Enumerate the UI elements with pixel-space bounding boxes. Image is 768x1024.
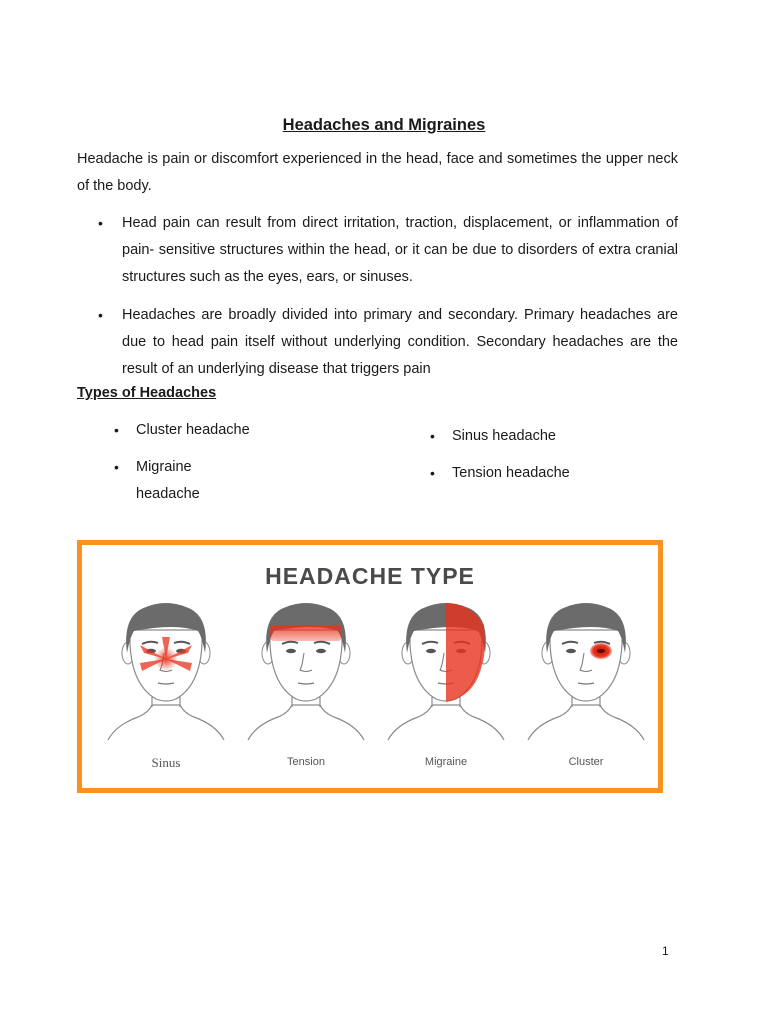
figure-title: HEADACHE TYPE (265, 563, 475, 589)
type-item-tension: • Tension headache (452, 460, 652, 487)
caption-cluster: Cluster (568, 756, 604, 768)
caption-tension: Tension (287, 756, 325, 768)
bullet-item: • Head pain can result from direct irritation, traction, displacement, or inflammation of pain- sensitive structures within the head, or it can be due to disorders of extra cranial structures such as the eyes, ears, or sinuses. (122, 210, 678, 291)
caption-sinus: Sinus (151, 755, 181, 770)
page-number: 1 (662, 944, 669, 958)
migraine-face-icon (388, 603, 504, 740)
intro-paragraph: Headache is pain or discomfort experienced in the head, face and sometimes the upper neck of the body. (77, 151, 678, 194)
type-item-migraine: • Migraine headache (136, 454, 216, 508)
type-item-sinus: • Sinus headache (452, 423, 652, 450)
caption-migraine: Migraine (424, 756, 468, 768)
type-item-cluster: • Cluster headache (136, 417, 286, 444)
tension-face-icon (248, 603, 364, 740)
headache-type-figure (77, 540, 663, 793)
cluster-face-icon (528, 603, 644, 740)
faces-illustration (82, 545, 658, 788)
sinus-face-icon (108, 603, 224, 740)
document-title: Headaches and Migraines (282, 116, 486, 134)
types-heading: Types of Headaches (77, 385, 217, 401)
bullet-item: • Headaches are broadly divided into primary and secondary. Primary headaches are due to head pain itself without underlying condition. Secondary headaches are the result of an underlying disease that triggers pain (122, 302, 678, 383)
